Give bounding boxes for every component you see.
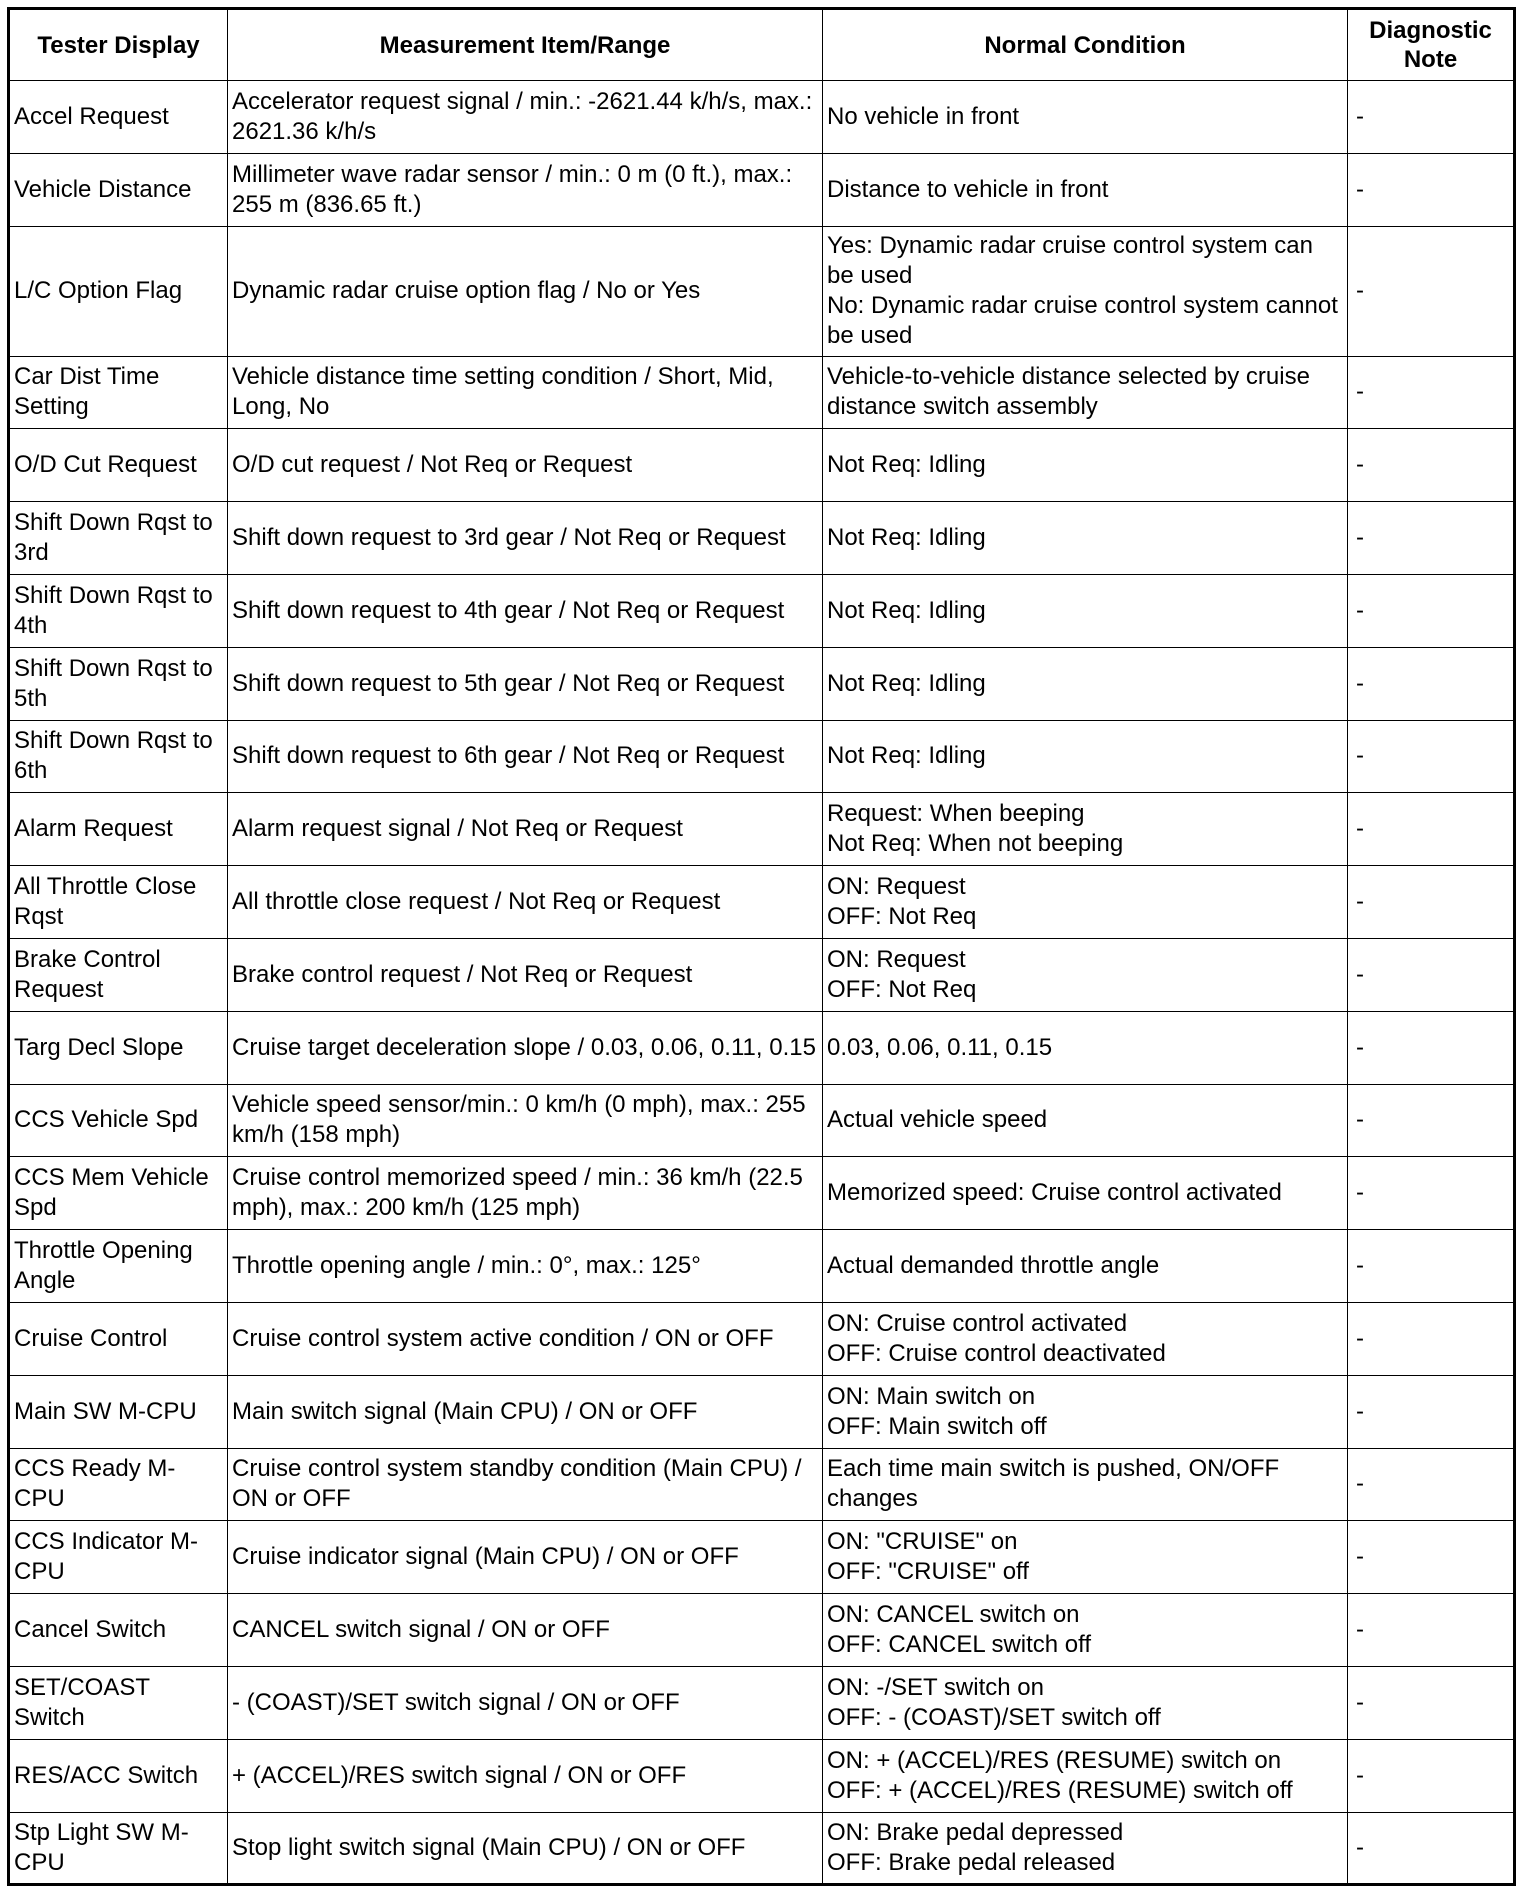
diagnostic-note-cell: - (1348, 938, 1515, 1011)
table-row (9, 1011, 1515, 1084)
diagnostic-note-cell: - (1348, 1157, 1515, 1230)
table-row (9, 1230, 1515, 1303)
table-row (9, 1666, 1515, 1739)
normal-condition-cell: Not Req: Idling (823, 574, 1348, 647)
diagnostic-note-cell: - (1348, 574, 1515, 647)
diagnostic-note-cell: - (1348, 356, 1515, 429)
diagnostic-note-cell: - (1348, 1521, 1515, 1594)
header-diagnostic-note: Diagnostic Note (1348, 9, 1515, 81)
tester-display-cell: L/C Option Flag (9, 226, 228, 356)
tester-display-cell: All Throttle Close Rqst (9, 866, 228, 939)
tester-display-cell: Alarm Request (9, 793, 228, 866)
measurement-cell: Shift down request to 6th gear / Not Req or Request (228, 720, 823, 793)
measurement-cell: Vehicle speed sensor/min.: 0 km/h (0 mph), max.: 255 km/h (158 mph) (228, 1084, 823, 1157)
measurement-cell: Cruise control system active condition / ON or OFF (228, 1302, 823, 1375)
normal-condition-cell: Not Req: Idling (823, 647, 1348, 720)
tester-display-cell: CCS Ready M-CPU (9, 1448, 228, 1521)
measurement-cell: CANCEL switch signal / ON or OFF (228, 1594, 823, 1667)
table-row (9, 429, 1515, 502)
table-row (9, 938, 1515, 1011)
table-row (9, 1302, 1515, 1375)
diagnostic-note-cell: - (1348, 1084, 1515, 1157)
measurement-cell: Stop light switch signal (Main CPU) / ON or OFF (228, 1812, 823, 1885)
normal-condition-cell: Actual demanded throttle angle (823, 1230, 1348, 1303)
measurement-cell: Shift down request to 4th gear / Not Req or Request (228, 574, 823, 647)
normal-condition-cell: No vehicle in front (823, 81, 1348, 154)
diagnostic-note-cell: - (1348, 1739, 1515, 1812)
tester-display-cell: CCS Mem Vehicle Spd (9, 1157, 228, 1230)
diagnostic-note-cell: - (1348, 1594, 1515, 1667)
diagnostic-note-cell: - (1348, 866, 1515, 939)
tester-display-cell: Cancel Switch (9, 1594, 228, 1667)
data-list-table (7, 7, 1516, 1886)
measurement-cell: Throttle opening angle / min.: 0°, max.: 125° (228, 1230, 823, 1303)
table-row (9, 574, 1515, 647)
tester-display-cell: Accel Request (9, 81, 228, 154)
normal-condition-cell: 0.03, 0.06, 0.11, 0.15 (823, 1011, 1348, 1084)
normal-condition-cell: Yes: Dynamic radar cruise control system can be used No: Dynamic radar cruise control system cannot be used (823, 226, 1348, 356)
measurement-cell: - (COAST)/SET switch signal / ON or OFF (228, 1666, 823, 1739)
measurement-cell: O/D cut request / Not Req or Request (228, 429, 823, 502)
measurement-cell: Cruise target deceleration slope / 0.03, 0.06, 0.11, 0.15 (228, 1011, 823, 1084)
normal-condition-cell: Memorized speed: Cruise control activated (823, 1157, 1348, 1230)
normal-condition-cell: Not Req: Idling (823, 502, 1348, 575)
normal-condition-cell: ON: Cruise control activated OFF: Cruise control deactivated (823, 1302, 1348, 1375)
tester-display-cell: Targ Decl Slope (9, 1011, 228, 1084)
tester-display-cell: Brake Control Request (9, 938, 228, 1011)
measurement-cell: Millimeter wave radar sensor / min.: 0 m (0 ft.), max.: 255 m (836.65 ft.) (228, 153, 823, 226)
measurement-cell: Main switch signal (Main CPU) / ON or OFF (228, 1375, 823, 1448)
table-row (9, 866, 1515, 939)
table-row (9, 1739, 1515, 1812)
diagnostic-note-cell: - (1348, 1448, 1515, 1521)
tester-display-cell: CCS Vehicle Spd (9, 1084, 228, 1157)
tester-display-cell: Shift Down Rqst to 3rd (9, 502, 228, 575)
tester-display-cell: Cruise Control (9, 1302, 228, 1375)
diagnostic-note-cell: - (1348, 226, 1515, 356)
normal-condition-cell: Request: When beeping Not Req: When not beeping (823, 793, 1348, 866)
normal-condition-cell: Vehicle-to-vehicle distance selected by cruise distance switch assembly (823, 356, 1348, 429)
table-row (9, 1375, 1515, 1448)
table-row (9, 1084, 1515, 1157)
table-row (9, 226, 1515, 356)
table-row (9, 1521, 1515, 1594)
tester-display-cell: Vehicle Distance (9, 153, 228, 226)
tester-display-cell: SET/COAST Switch (9, 1666, 228, 1739)
table-row (9, 793, 1515, 866)
normal-condition-cell: ON: Request OFF: Not Req (823, 938, 1348, 1011)
measurement-cell: Accelerator request signal / min.: -2621.44 k/h/s, max.: 2621.36 k/h/s (228, 81, 823, 154)
table-row (9, 356, 1515, 429)
diagnostic-note-cell: - (1348, 502, 1515, 575)
header-row (9, 9, 1515, 81)
diagnostic-note-cell: - (1348, 1230, 1515, 1303)
normal-condition-cell: ON: Brake pedal depressed OFF: Brake pedal released (823, 1812, 1348, 1885)
diagnostic-note-cell: - (1348, 1302, 1515, 1375)
measurement-cell: Cruise control system standby condition (Main CPU) / ON or OFF (228, 1448, 823, 1521)
header-measurement: Measurement Item/Range (228, 9, 823, 81)
normal-condition-cell: Distance to vehicle in front (823, 153, 1348, 226)
measurement-cell: Brake control request / Not Req or Request (228, 938, 823, 1011)
header-normal-condition: Normal Condition (823, 9, 1348, 81)
normal-condition-cell: ON: "CRUISE" on OFF: "CRUISE" off (823, 1521, 1348, 1594)
measurement-cell: All throttle close request / Not Req or Request (228, 866, 823, 939)
measurement-cell: Cruise control memorized speed / min.: 36 km/h (22.5 mph), max.: 200 km/h (125 mph) (228, 1157, 823, 1230)
tester-display-cell: Shift Down Rqst to 4th (9, 574, 228, 647)
measurement-cell: Shift down request to 3rd gear / Not Req or Request (228, 502, 823, 575)
normal-condition-cell: Not Req: Idling (823, 720, 1348, 793)
normal-condition-cell: ON: Request OFF: Not Req (823, 866, 1348, 939)
normal-condition-cell: Actual vehicle speed (823, 1084, 1348, 1157)
normal-condition-cell: ON: Main switch on OFF: Main switch off (823, 1375, 1348, 1448)
normal-condition-cell: ON: + (ACCEL)/RES (RESUME) switch on OFF: + (ACCEL)/RES (RESUME) switch off (823, 1739, 1348, 1812)
normal-condition-cell: Not Req: Idling (823, 429, 1348, 502)
table-row (9, 1812, 1515, 1885)
table-row (9, 153, 1515, 226)
diagnostic-note-cell: - (1348, 793, 1515, 866)
tester-display-cell: RES/ACC Switch (9, 1739, 228, 1812)
diagnostic-note-cell: - (1348, 1011, 1515, 1084)
table-row (9, 81, 1515, 154)
normal-condition-cell: Each time main switch is pushed, ON/OFF changes (823, 1448, 1348, 1521)
tester-display-cell: O/D Cut Request (9, 429, 228, 502)
measurement-cell: Dynamic radar cruise option flag / No or Yes (228, 226, 823, 356)
table-row (9, 1448, 1515, 1521)
table-row (9, 1594, 1515, 1667)
diagnostic-note-cell: - (1348, 720, 1515, 793)
diagnostic-note-cell: - (1348, 429, 1515, 502)
tester-display-cell: Shift Down Rqst to 5th (9, 647, 228, 720)
tester-display-cell: Car Dist Time Setting (9, 356, 228, 429)
table-row (9, 720, 1515, 793)
tester-display-cell: Stp Light SW M-CPU (9, 1812, 228, 1885)
diagnostic-note-cell: - (1348, 1812, 1515, 1885)
diagnostic-note-cell: - (1348, 153, 1515, 226)
data-list-document (7, 7, 1513, 1886)
measurement-cell: + (ACCEL)/RES switch signal / ON or OFF (228, 1739, 823, 1812)
table-row (9, 502, 1515, 575)
diagnostic-note-cell: - (1348, 1666, 1515, 1739)
header-tester-display: Tester Display (9, 9, 228, 81)
measurement-cell: Cruise indicator signal (Main CPU) / ON or OFF (228, 1521, 823, 1594)
table-row (9, 1157, 1515, 1230)
diagnostic-note-cell: - (1348, 1375, 1515, 1448)
normal-condition-cell: ON: CANCEL switch on OFF: CANCEL switch off (823, 1594, 1348, 1667)
measurement-cell: Alarm request signal / Not Req or Request (228, 793, 823, 866)
measurement-cell: Vehicle distance time setting condition / Short, Mid, Long, No (228, 356, 823, 429)
table-row (9, 647, 1515, 720)
tester-display-cell: CCS Indicator M-CPU (9, 1521, 228, 1594)
tester-display-cell: Main SW M-CPU (9, 1375, 228, 1448)
normal-condition-cell: ON: -/SET switch on OFF: - (COAST)/SET switch off (823, 1666, 1348, 1739)
diagnostic-note-cell: - (1348, 647, 1515, 720)
tester-display-cell: Throttle Opening Angle (9, 1230, 228, 1303)
tester-display-cell: Shift Down Rqst to 6th (9, 720, 228, 793)
diagnostic-note-cell: - (1348, 81, 1515, 154)
measurement-cell: Shift down request to 5th gear / Not Req or Request (228, 647, 823, 720)
